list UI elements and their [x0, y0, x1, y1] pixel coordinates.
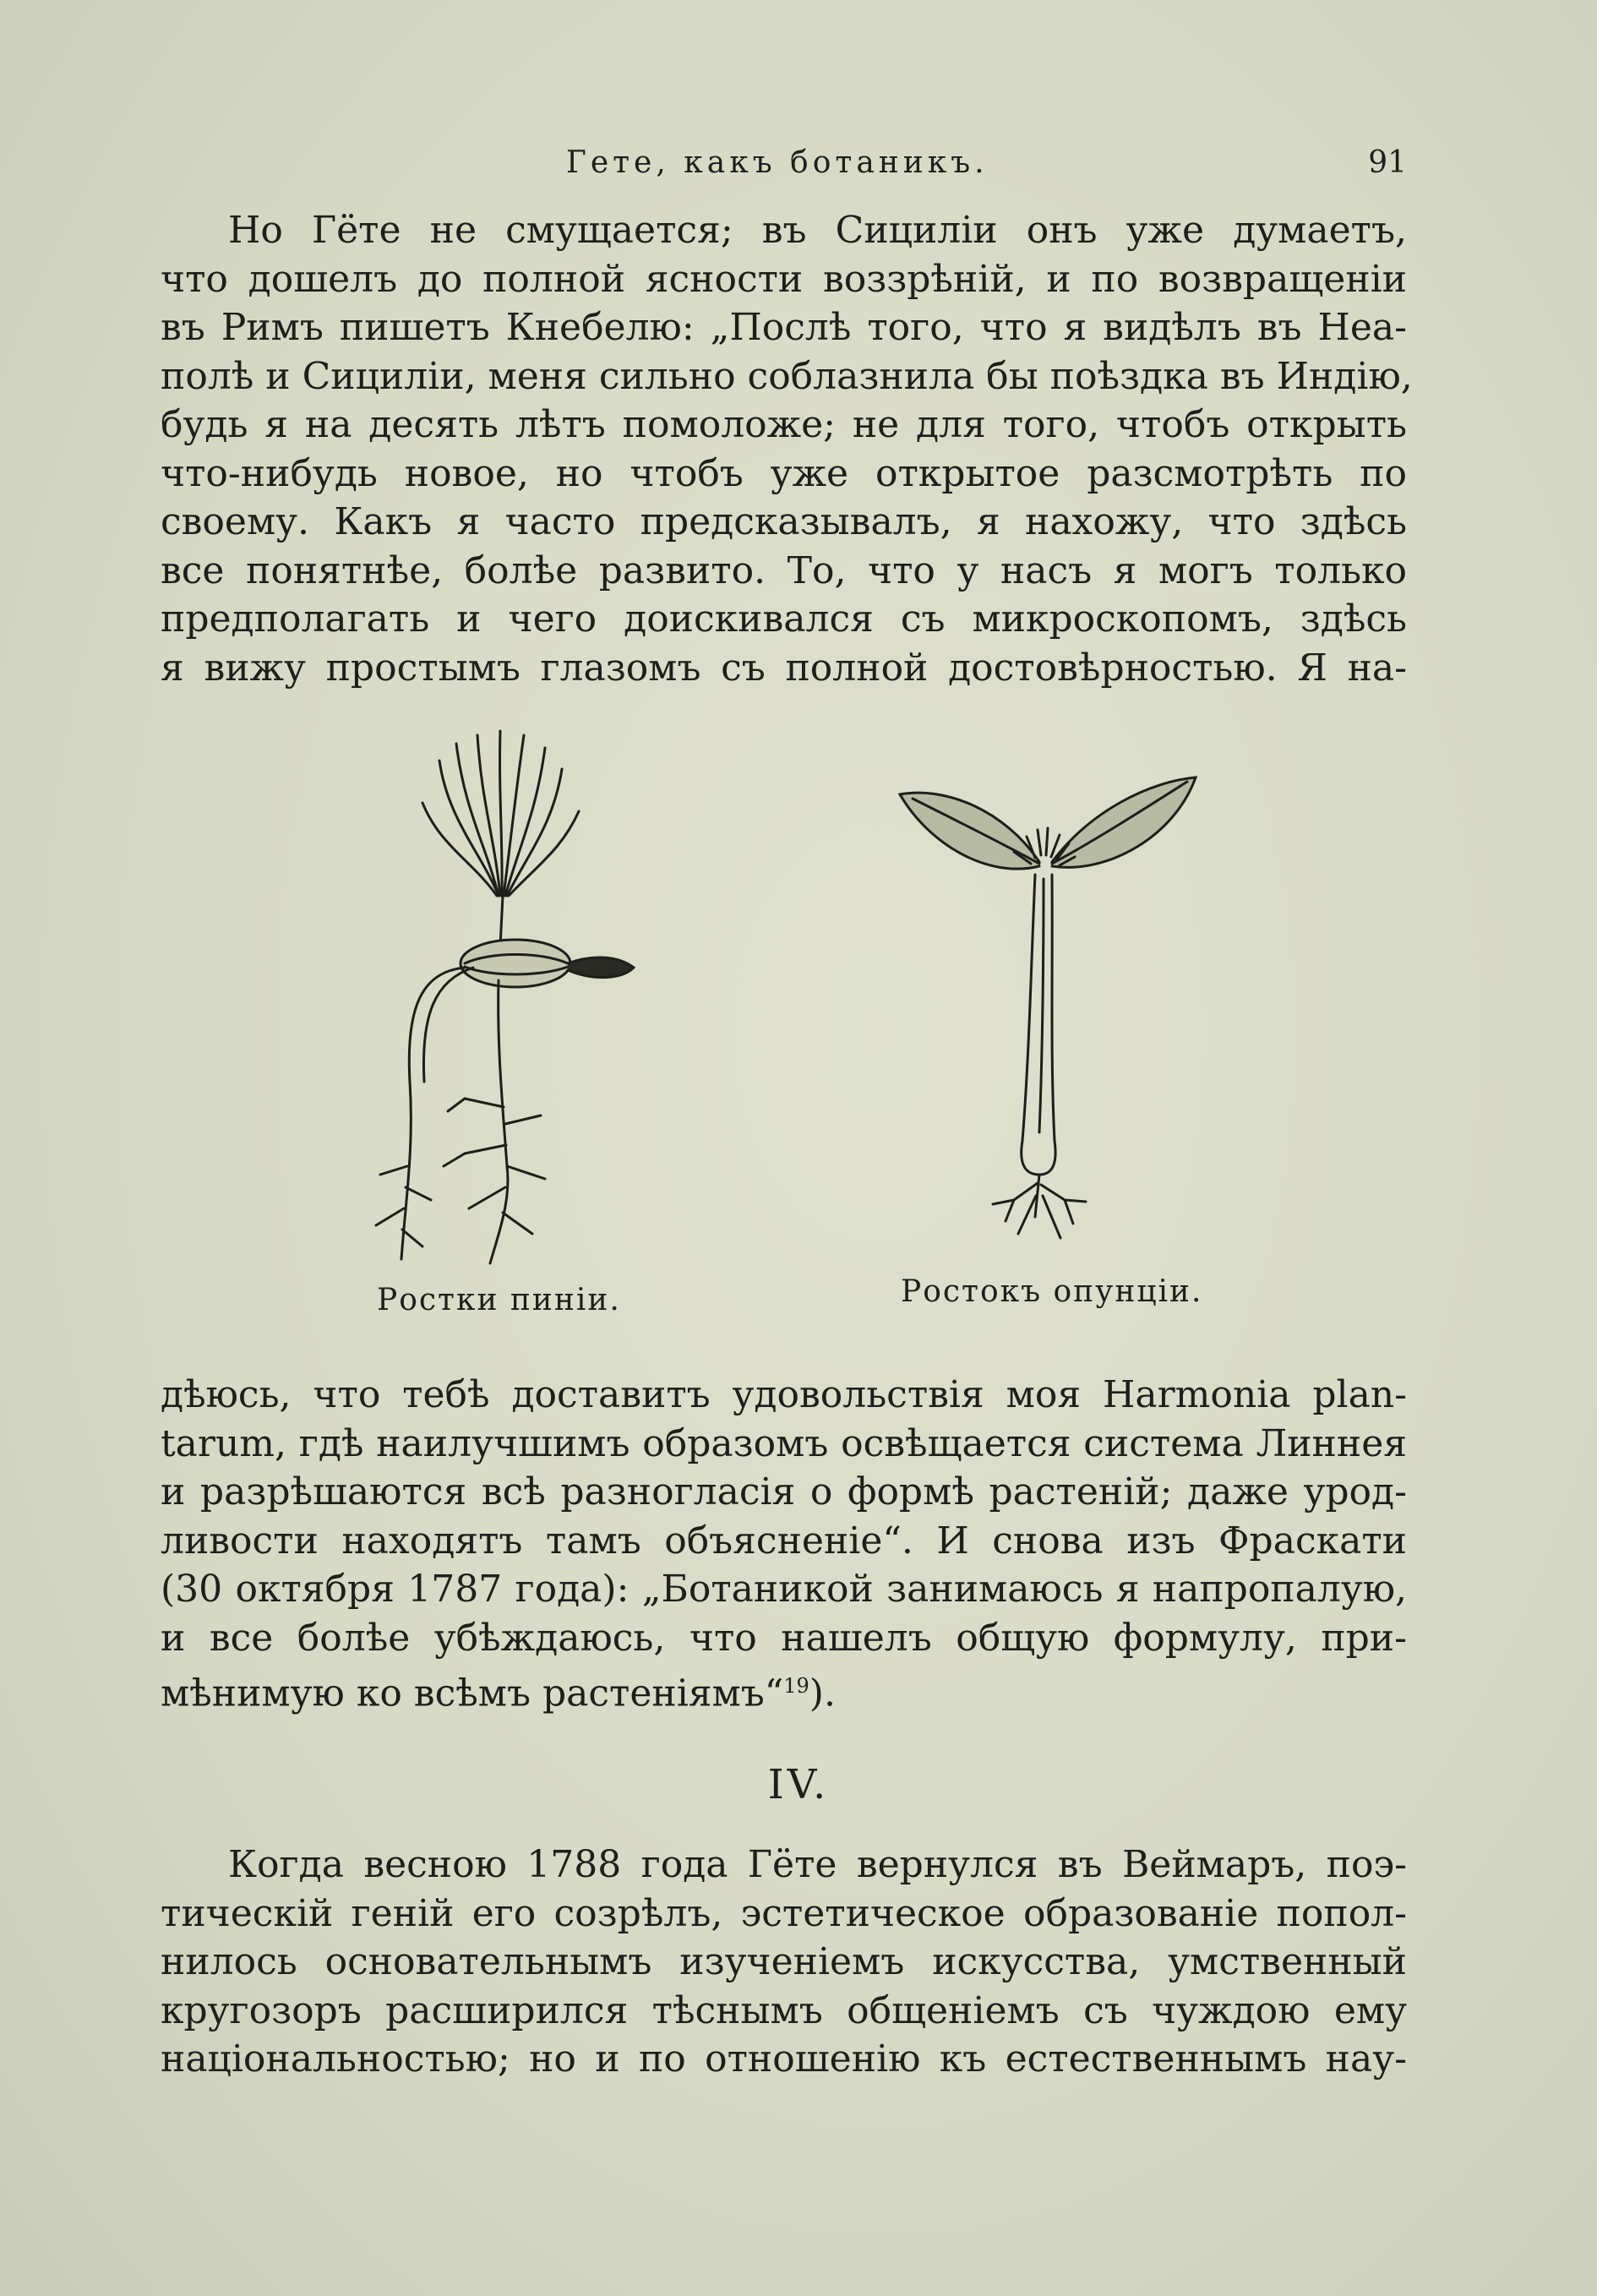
text-line: (30 октября 1787 года): „Ботаникой занимаюсь я напропалую,	[161, 1568, 1407, 1611]
text-line: tarum, гдѣ наилучшимъ образомъ освѣщается система Линнея	[161, 1421, 1407, 1465]
text-line: кругозоръ расширился тѣснымъ общеніемъ съ чуждою ему	[161, 1988, 1407, 2032]
text-line: Но Гёте не смущается; въ Сициліи онъ уже думаетъ,	[228, 209, 1407, 252]
text-line: своему. Какъ я часто предсказывалъ, я нахожу, что здѣсь	[161, 500, 1407, 543]
text-line: что дошелъ до полной ясности воззрѣній, и по возвращеніи	[161, 257, 1407, 301]
pinia-caption: Ростки пиніи.	[377, 1283, 621, 1317]
pinia-seedlings-illustration	[338, 727, 659, 1268]
page-number: 91	[1368, 145, 1407, 180]
last-line-tail: ).	[809, 1672, 836, 1715]
text-line: тическій геній его созрѣлъ, эстетическое образованіе попол-	[161, 1891, 1407, 1935]
text-line: предполагать и чего доискивался съ микроскопомъ, здѣсь	[161, 597, 1407, 641]
text-line: въ Римъ пишетъ Кнебелю: „Послѣ того, что я видѣлъ въ Неа-	[161, 306, 1407, 349]
text-line: національностью; но и по отношенію къ естественнымъ нау-	[161, 2037, 1407, 2081]
text-line: что-нибудь новое, но чтобъ уже открытое разсмотрѣть по	[161, 451, 1407, 495]
section-heading: IV.	[767, 1761, 830, 1808]
text-line-last	[161, 1662, 1407, 1718]
text-line: Когда весною 1788 года Гёте вернулся въ Веймаръ, поэ-	[228, 1843, 1407, 1886]
text-line: все понятнѣе, болѣе развито. То, что у насъ я могъ только	[161, 548, 1407, 592]
text-line: и все болѣе убѣждаюсь, что нашелъ общую формулу, при-	[161, 1616, 1407, 1660]
text-line: будь я на десять лѣтъ помоложе; не для того, чтобъ открыть	[161, 403, 1407, 446]
opuntia-seedling-illustration	[879, 761, 1217, 1251]
running-title: Гете, какъ ботаникъ.	[566, 145, 989, 180]
text-line: полѣ и Сициліи, меня сильно соблазнила бы поѣздка въ Индію,	[161, 354, 1413, 398]
text-line: нилось основательнымъ изученіемъ искусства, умственный	[161, 1940, 1407, 1983]
page-header	[161, 145, 1407, 196]
text-line: ливости находятъ тамъ объясненіе“. И снова изъ Фраскати	[161, 1519, 1407, 1562]
paragraph-harmonia-plantarum	[161, 1371, 1407, 1718]
opuntia-caption: Ростокъ опунціи.	[901, 1274, 1203, 1309]
last-line-text: мѣнимую ко всѣмъ растеніямъ“	[161, 1672, 784, 1715]
text-line: дѣюсь, что тебѣ доставитъ удовольствія моя Harmonia plan-	[161, 1373, 1407, 1416]
text-line: и разрѣшаются всѣ разногласія о формѣ растеній; даже урод-	[161, 1470, 1407, 1513]
paragraph-goethe-sicily	[161, 206, 1413, 692]
paragraph-return-to-weimar	[161, 1841, 1407, 2084]
footnote-reference[interactable]: 19	[783, 1674, 809, 1698]
text-line: я вижу простымъ глазомъ съ полной достовѣрностью. Я на-	[161, 646, 1407, 690]
